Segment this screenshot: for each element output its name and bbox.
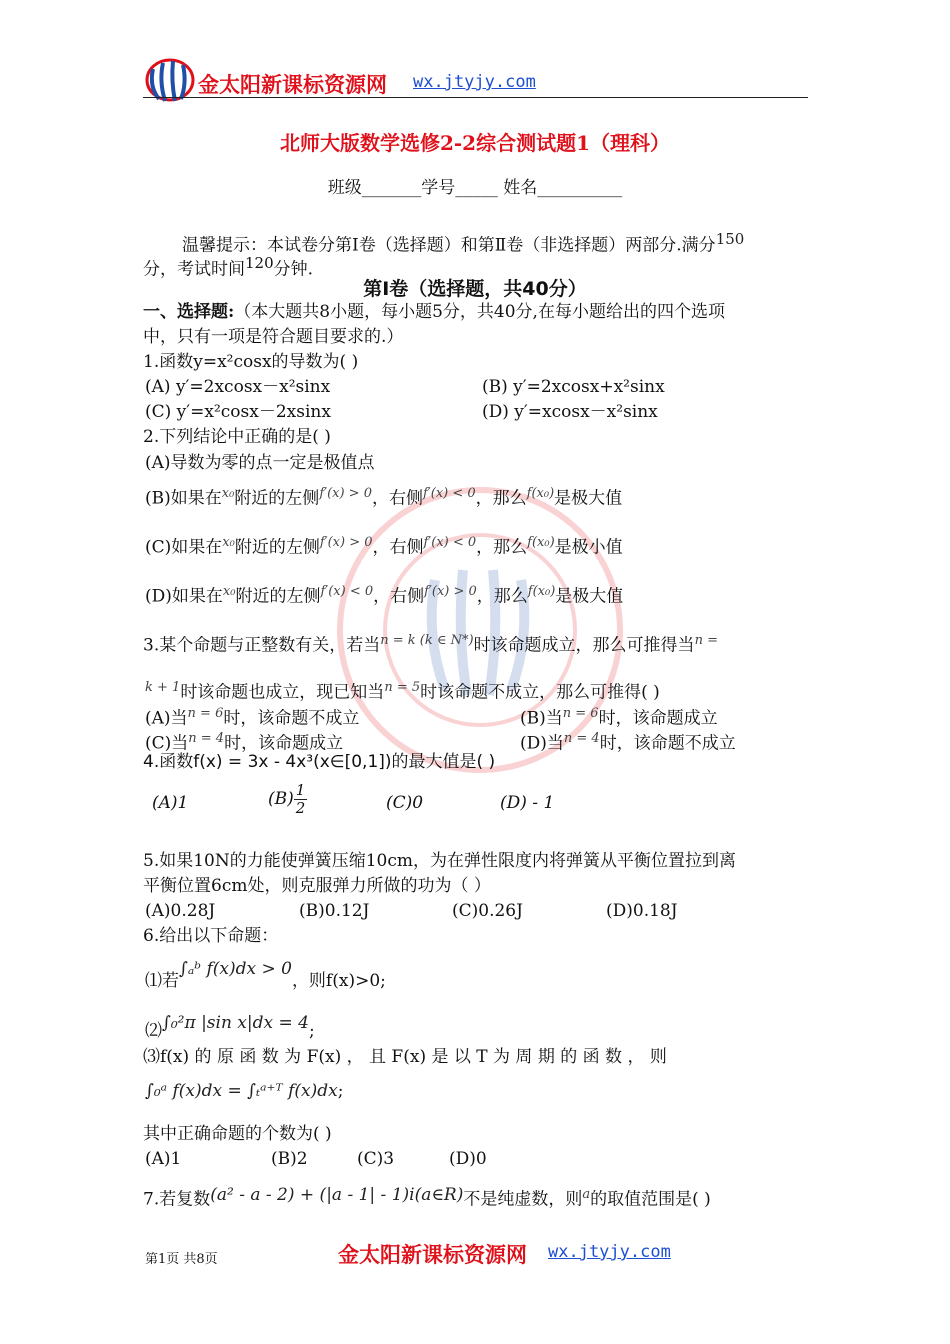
q2b-t5: 是极大值	[554, 488, 623, 509]
header-rule	[143, 97, 808, 98]
q3a-t2: 时，该命题不成立	[223, 708, 360, 729]
q3-option-b	[520, 703, 718, 730]
q1-option-b: (B) y′=2xcosx+x²sinx	[482, 377, 665, 397]
q6p1-m: ∫ₐᵇ f(x)dx > 0	[179, 959, 292, 979]
q3-m2: n =	[694, 633, 718, 648]
q2b-m4: f(x₀)	[526, 486, 555, 501]
q4-option-d: (D) - 1	[500, 793, 555, 813]
q7-t1: 7.若复数	[143, 1189, 211, 1210]
q3-t4: 时该命题不成立，那么可推得( )	[420, 682, 660, 703]
q2b-m1: x₀	[221, 486, 235, 501]
q2d-m4: f(x₀)	[527, 584, 556, 599]
q3-line-2	[145, 677, 660, 704]
header-brand: 金太阳新课标资源网	[198, 73, 387, 97]
q3-t2: 时该命题成立，那么可推得当	[473, 635, 695, 656]
footer-page-number: 第1页 共8页	[145, 1252, 218, 1267]
q7-t2: 不是纯虚数，则	[463, 1189, 583, 1210]
q3d-t1: (D)当	[520, 733, 564, 754]
q3d-t2: 时，该命题不成立	[599, 733, 736, 754]
q2d-m3: f′(x) > 0	[424, 584, 477, 599]
q6-stem: 6.给出以下命题：	[143, 926, 279, 946]
q2d-t4: ，那么	[476, 586, 528, 607]
q2c-m2: f′(x) > 0	[319, 535, 373, 550]
q2b-t1: (B)如果在	[145, 488, 222, 509]
q5-option-b: (B)0.12J	[299, 901, 370, 921]
q2c-t3: ，右侧	[372, 537, 424, 558]
q6-option-b: (B)2	[271, 1149, 308, 1169]
q2c-m3: f′(x) < 0	[423, 535, 477, 550]
q5-option-c: (C)0.26J	[452, 901, 523, 921]
q4b-num: 1	[295, 781, 306, 799]
q5-line-1: 5.如果10N的力能使弹簧压缩10cm，为在弹性限度内将弹簧从平衡位置拉到离	[143, 851, 736, 871]
q3-m4: n = 5	[384, 680, 421, 695]
q2d-m2: f′(x) < 0	[320, 584, 374, 599]
q2c-t1: (C)如果在	[145, 537, 223, 558]
q2-option-a: (A)导数为零的点一定是极值点	[145, 453, 375, 473]
q3a-m: n = 6	[187, 706, 224, 721]
q6-option-d: (D)0	[449, 1149, 487, 1169]
q2b-t4: ，那么	[475, 488, 527, 509]
info-line: 班级_______学号_____ 姓名__________	[327, 178, 623, 198]
q4b-den: 2	[295, 799, 306, 817]
q3a-t1: (A)当	[145, 708, 188, 729]
q2c-t2: 附近的左侧	[234, 537, 320, 558]
tip-text-3: 分钟.	[273, 259, 314, 280]
q6p3-m: ∫₀ᵃ f(x)dx = ∫ₜᵃ⁺ᵀ f(x)dx	[145, 1081, 338, 1101]
header-site-link[interactable]: wx.jtyjy.com	[413, 72, 536, 92]
q6-prop-3-formula	[145, 1080, 343, 1102]
q6-ask: 其中正确命题的个数为( )	[143, 1124, 332, 1144]
part1-desc-text: （本大题共8小题，每小题5分，共40分,在每小题给出的四个选项	[234, 302, 725, 322]
q7-t3: 的取值范围是( )	[590, 1189, 711, 1210]
part1-desc-1	[143, 301, 725, 323]
part1-label: 一、选择题:	[143, 302, 235, 322]
q1-option-c: (C) y′=x²cosx－2xsinx	[145, 402, 331, 422]
q6-prop-3: ⑶f(x) 的 原 函 数 为 F(x) ， 且 F(x) 是 以 T 为 周 期 的 函 数 ， 则	[143, 1047, 667, 1067]
q2b-m3: f′(x) < 0	[422, 486, 476, 501]
q4-option-c: (C)0	[386, 793, 424, 813]
tip-text-2: 分，考试时间	[143, 259, 245, 280]
q6p2-t1: ⑵	[145, 1021, 162, 1041]
q2c-m1: x₀	[222, 535, 235, 550]
q7-stem	[143, 1184, 711, 1211]
q4-option-a: (A)1	[152, 793, 189, 813]
footer-brand: 金太阳新课标资源网	[338, 1243, 527, 1267]
q3b-t2: 时，该命题成立	[598, 708, 718, 729]
q3-line-1	[143, 630, 718, 657]
q2b-t3: ，右侧	[371, 488, 423, 509]
q3c-t1: (C)当	[145, 733, 189, 754]
q7-var: a	[582, 1187, 591, 1202]
q5-option-a: (A)0.28J	[145, 901, 216, 921]
tip-score: 150	[715, 230, 745, 248]
q3-m3: k + 1	[145, 680, 181, 695]
q3-option-a	[145, 703, 359, 730]
q6-prop-2	[145, 1013, 315, 1042]
q3b-m: n = 6	[562, 706, 599, 721]
q3c-t2: 时，该命题成立	[224, 733, 344, 754]
part1-desc-2: 中，只有一项是符合题目要求的.）	[143, 327, 404, 347]
q1-option-d: (D) y′=xcosx－x²sinx	[482, 402, 658, 422]
page-title: 北师大版数学选修2-2综合测试题1（理科）	[279, 131, 671, 155]
q2d-m1: x₀	[222, 584, 236, 599]
q1-stem: 1.函数y=x²cosx的导数为( )	[143, 352, 359, 372]
q4b-fraction	[294, 782, 308, 817]
q6-option-c: (C)3	[357, 1149, 395, 1169]
q3-option-d	[520, 728, 736, 755]
q4-option-b	[268, 782, 307, 817]
q6-option-a: (A)1	[145, 1149, 182, 1169]
footer-site-link[interactable]: wx.jtyjy.com	[548, 1242, 671, 1262]
q6p1-t2: ，则f(x)>0;	[291, 971, 386, 991]
q2d-t2: 附近的左侧	[235, 586, 321, 607]
q5-line-2: 平衡位置6cm处，则克服弹力所做的功为（ ）	[143, 876, 491, 896]
q4-stem: 4.函数f(x) = 3x - 4x³(x∈[0,1])的最大值是( )	[143, 752, 496, 772]
q2b-m2: f′(x) > 0	[319, 486, 372, 501]
q3c-m: n = 4	[188, 731, 225, 746]
q2b-t2: 附近的左侧	[234, 488, 320, 509]
section-title: 第Ⅰ卷（选择题，共40分）	[363, 278, 587, 300]
tip-time: 120	[245, 254, 274, 272]
q6p1-t1: ⑴若	[145, 971, 179, 991]
q6p2-t2: ;	[308, 1021, 315, 1041]
q6p3-t: ;	[337, 1081, 344, 1101]
q3b-t1: (B)当	[520, 708, 563, 729]
q7-m: (a² - a - 2) + (|a - 1| - 1)i(a∈R)	[210, 1184, 464, 1205]
q2-option-d	[145, 581, 623, 608]
q4b-label: (B)	[268, 789, 294, 809]
q2-option-b	[145, 483, 622, 510]
q2-option-c	[145, 532, 623, 559]
q2-stem: 2.下列结论中正确的是( )	[143, 427, 331, 447]
q1-option-a: (A) y′=2xcosx－x²sinx	[145, 377, 331, 397]
q3-m1: n = k (k ∈ N*)	[380, 633, 474, 648]
q2d-t3: ，右侧	[373, 586, 425, 607]
q2c-m4: f(x₀)	[527, 535, 555, 550]
q3-t1: 3.某个命题与正整数有关，若当	[143, 635, 381, 656]
q2c-t4: ，那么	[476, 537, 528, 558]
q3d-m: n = 4	[563, 731, 600, 746]
q5-option-d: (D)0.18J	[606, 901, 678, 921]
q2c-t5: 是极小值	[554, 537, 623, 558]
q3-t3: 时该命题也成立，现已知当	[180, 682, 385, 703]
q6p2-m: ∫₀²π |sin x|dx = 4	[162, 1013, 309, 1033]
q2d-t5: 是极大值	[555, 586, 624, 607]
q2d-t1: (D)如果在	[145, 586, 223, 607]
q6-prop-1	[145, 959, 386, 992]
tip-text: 温馨提示：本试卷分第Ⅰ卷（选择题）和第Ⅱ卷（非选择题）两部分.满分	[182, 235, 716, 256]
